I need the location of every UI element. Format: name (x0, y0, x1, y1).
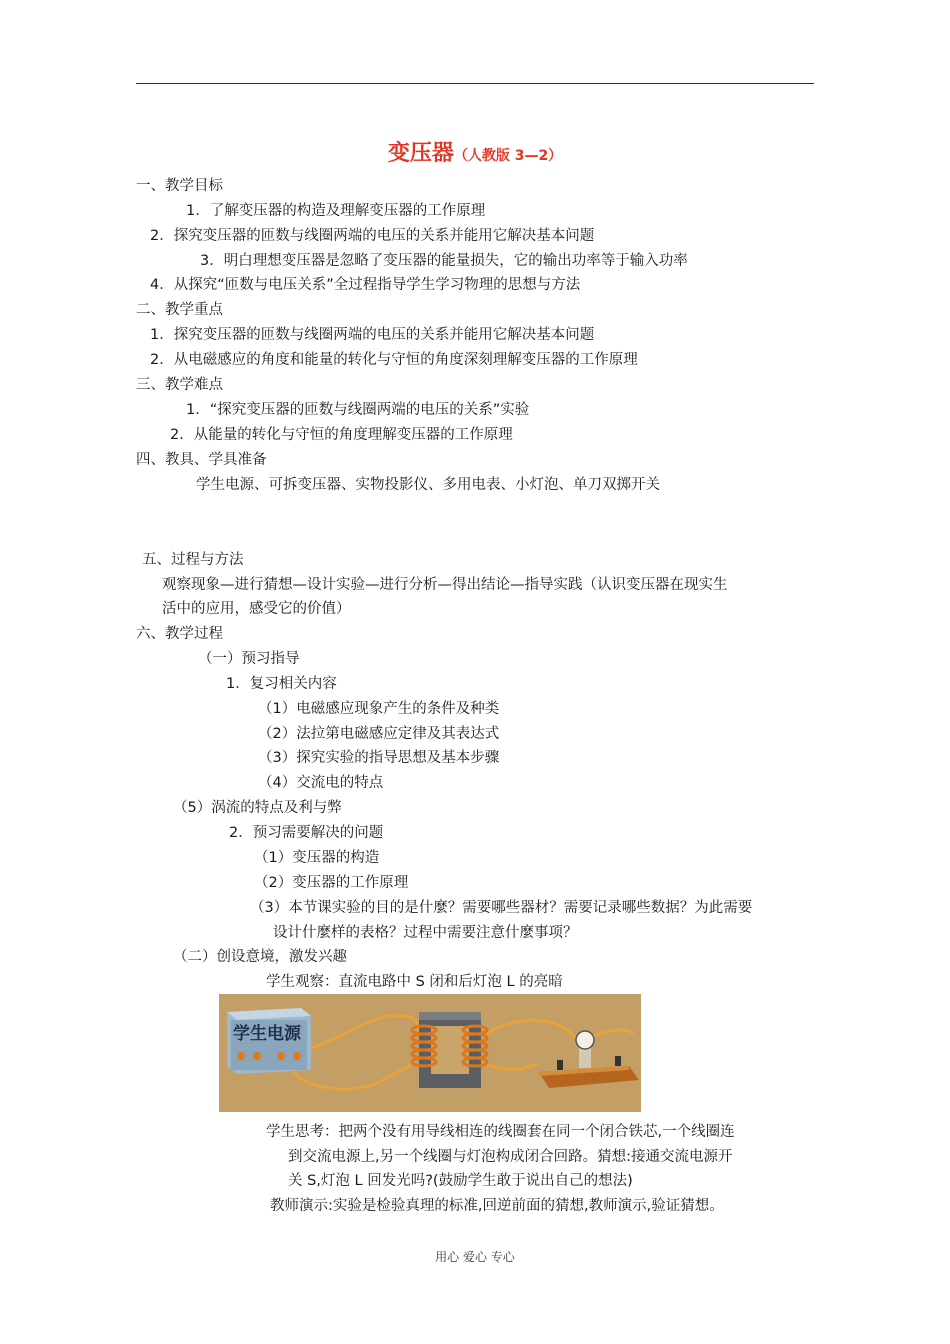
section-heading: 四、教具、学具准备 (136, 452, 267, 468)
header-rule (136, 83, 814, 84)
power-supply-label: 学生电源 (233, 1024, 301, 1044)
section-heading: 二、教学重点 (136, 302, 223, 318)
list-item: 2．从电磁感应的角度和能量的转化与守恒的角度深刻理解变压器的工作原理 (150, 352, 638, 368)
title-main: 变压器 (387, 141, 454, 166)
list-item: 学生电源、可拆变压器、实物投影仪、多用电表、小灯泡、单刀双掷开关 (196, 477, 660, 493)
section-heading: 一、教学目标 (136, 178, 223, 194)
subsection-heading: （一）预习指导 (198, 651, 300, 667)
section-heading: 五、过程与方法 (142, 552, 244, 568)
list-item: （2）变压器的工作原理 (254, 875, 409, 891)
subsection-heading: （二）创设意境，激发兴趣 (173, 949, 347, 965)
list-item: （1）电磁感应现象产生的条件及种类 (258, 701, 500, 717)
experiment-photo (219, 994, 641, 1112)
paragraph-line: 观察现象—进行猜想—设计实验—进行分析—得出结论—指导实践（认识变压器在现实生 (162, 577, 728, 593)
list-item: 3．明白理想变压器是忽略了变压器的能量损失，它的输出功率等于输入功率 (200, 253, 688, 269)
paragraph-line: 学生观察：直流电路中 S 闭和后灯泡 L 的亮暗 (266, 974, 563, 990)
page-footer: 用心 爱心 专心 (435, 1250, 515, 1264)
paragraph-line: 关 S,灯泡 L 回发光吗?(鼓励学生敢于说出自己的想法) (288, 1173, 633, 1189)
section-heading: 三、教学难点 (136, 377, 223, 393)
list-item: 2．从能量的转化与守恒的角度理解变压器的工作原理 (170, 427, 513, 443)
list-item: （4）交流电的特点 (258, 775, 384, 791)
list-item: 2．探究变压器的匝数与线圈两端的电压的关系并能用它解决基本问题 (150, 228, 595, 244)
list-item: 设计什麼样的表格？过程中需要注意什麼事项？ (273, 925, 578, 941)
list-item: 1．复习相关内容 (226, 676, 337, 692)
list-item: 4．从探究“匝数与电压关系”全过程指导学生学习物理的思想与方法 (150, 277, 581, 293)
list-item: （5）涡流的特点及利与弊 (173, 800, 342, 816)
list-item: （1）变压器的构造 (254, 850, 380, 866)
list-item: （3）本节课实验的目的是什麼？需要哪些器材？需要记录哪些数据？为此需要 (250, 900, 753, 916)
list-item: 1．探究变压器的匝数与线圈两端的电压的关系并能用它解决基本问题 (150, 327, 595, 343)
paragraph-line: 学生思考：把两个没有用导线相连的线圈套在同一个闭合铁芯,一个线圈连 (266, 1124, 735, 1140)
paragraph-line: 到交流电源上,另一个线圈与灯泡构成闭合回路。猜想:接通交流电源开 (288, 1149, 733, 1165)
document-title (0, 136, 950, 167)
list-item: 1．了解变压器的构造及理解变压器的工作原理 (186, 203, 486, 219)
list-item: 2．预习需要解决的问题 (229, 825, 384, 841)
section-heading: 六、教学过程 (136, 626, 223, 642)
list-item: （3）探究实验的指导思想及基本步骤 (258, 750, 500, 766)
list-item: 1．“探究变压器的匝数与线圈两端的电压的关系”实验 (186, 402, 530, 418)
title-edition: （人教版 3—2） (453, 148, 563, 164)
paragraph-line: 教师演示:实验是检验真理的标准,回逆前面的猜想,教师演示,验证猜想。 (270, 1198, 724, 1214)
list-item: （2）法拉第电磁感应定律及其表达式 (258, 726, 500, 742)
paragraph-line: 活中的应用，感受它的价值） (162, 601, 351, 617)
